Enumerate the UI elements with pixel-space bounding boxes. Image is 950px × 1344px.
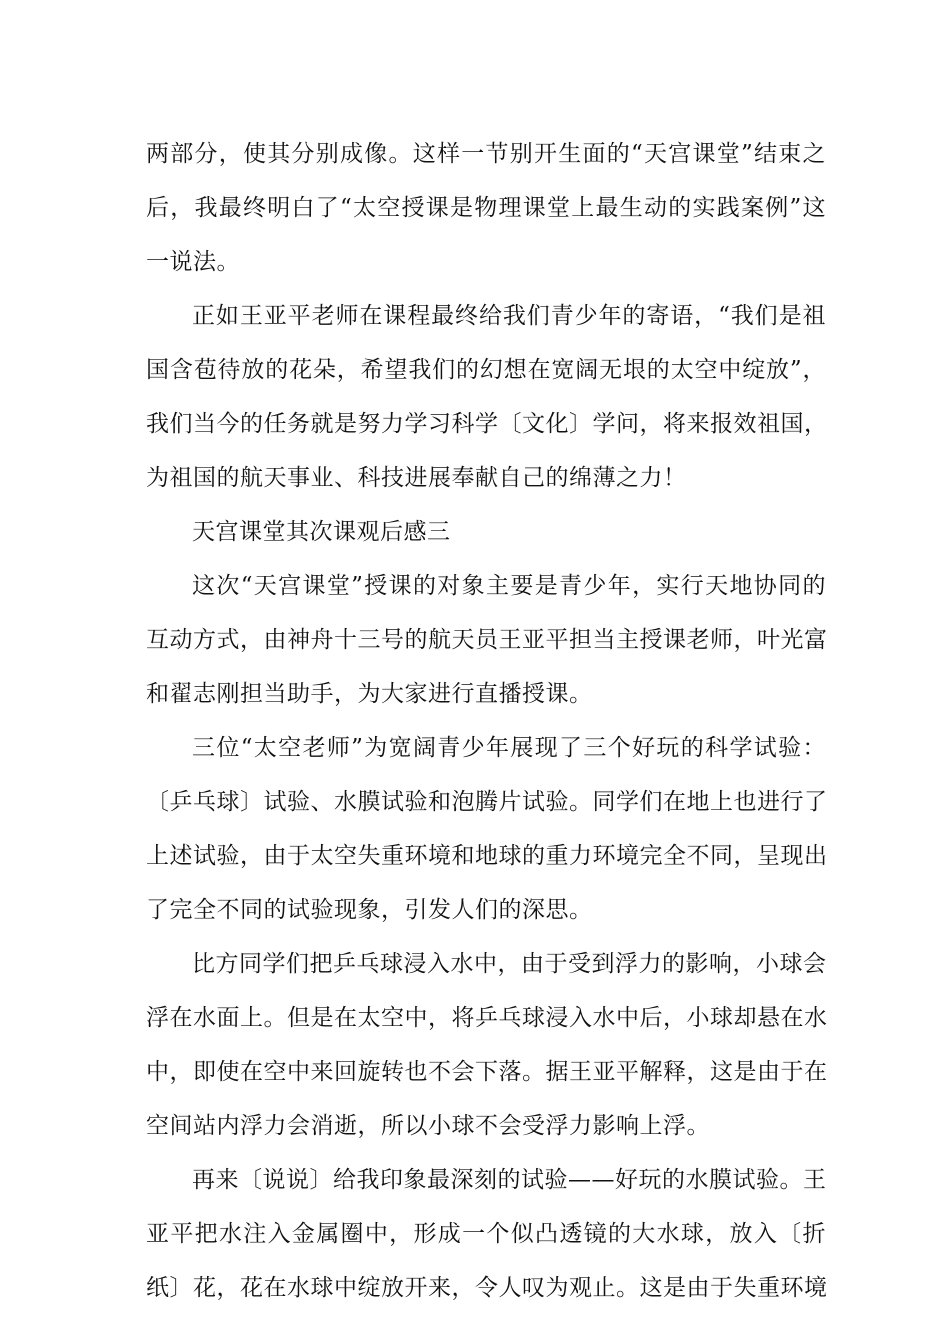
text-line-1: 两部分，使其分别成像。这样一节别开生面的“天宫课堂”结束之 (146, 141, 826, 167)
text-line-5: 国含苞待放的花朵，希望我们的幻想在宽阔无垠的太空中绽放”， (146, 357, 826, 383)
text-line-13: 〔乒乓球〕试验、水膜试验和泡腾片试验。同学们在地上也进行了 (146, 789, 828, 815)
text-line-3: 一说法。 (146, 249, 240, 275)
text-line-9: 这次“天宫课堂”授课的对象主要是青少年，实行天地协同的 (192, 573, 826, 599)
text-line-20: 再来〔说说〕给我印象最深刻的试验——好玩的水膜试验。王 (192, 1167, 827, 1193)
text-line-15: 了完全不同的试验现象，引发人们的深思。 (146, 897, 593, 923)
text-line-18: 中，即使在空中来回旋转也不会下落。据王亚平解释，这是由于在 (146, 1059, 828, 1085)
text-line-22: 纸〕花，花在水球中绽放开来，令人叹为观止。这是由于失重环境 (146, 1275, 828, 1301)
text-line-17: 浮在水面上。但是在太空中，将乒乓球浸入水中后，小球却悬在水 (146, 1005, 828, 1031)
text-line-7: 为祖国的航天事业、科技进展奉献自己的绵薄之力！ (146, 465, 687, 491)
text-line-6: 我们当今的任务就是努力学习科学〔文化〕学问，将来报效祖国， (146, 411, 828, 437)
text-line-10: 互动方式，由神舟十三号的航天员王亚平担当主授课老师，叶光富 (146, 627, 828, 653)
text-line-4: 正如王亚平老师在课程最终给我们青少年的寄语，“我们是祖 (192, 303, 826, 329)
text-line-14: 上述试验，由于太空失重环境和地球的重力环境完全不同，呈现出 (146, 843, 828, 869)
text-line-11: 和翟志刚担当助手，为大家进行直播授课。 (146, 681, 593, 707)
section-heading: 天宫课堂其次课观后感三 (192, 519, 451, 545)
text-line-12: 三位“太空老师”为宽阔青少年展现了三个好玩的科学试验： (192, 735, 826, 761)
text-line-19: 空间站内浮力会消逝，所以小球不会受浮力影响上浮。 (146, 1113, 710, 1139)
text-line-21: 亚平把水注入金属圈中，形成一个似凸透镜的大水球，放入〔折 (146, 1221, 826, 1247)
text-line-16: 比方同学们把乒乓球浸入水中，由于受到浮力的影响，小球会 (192, 951, 827, 977)
text-line-2: 后，我最终明白了“太空授课是物理课堂上最生动的实践案例”这 (146, 195, 826, 221)
